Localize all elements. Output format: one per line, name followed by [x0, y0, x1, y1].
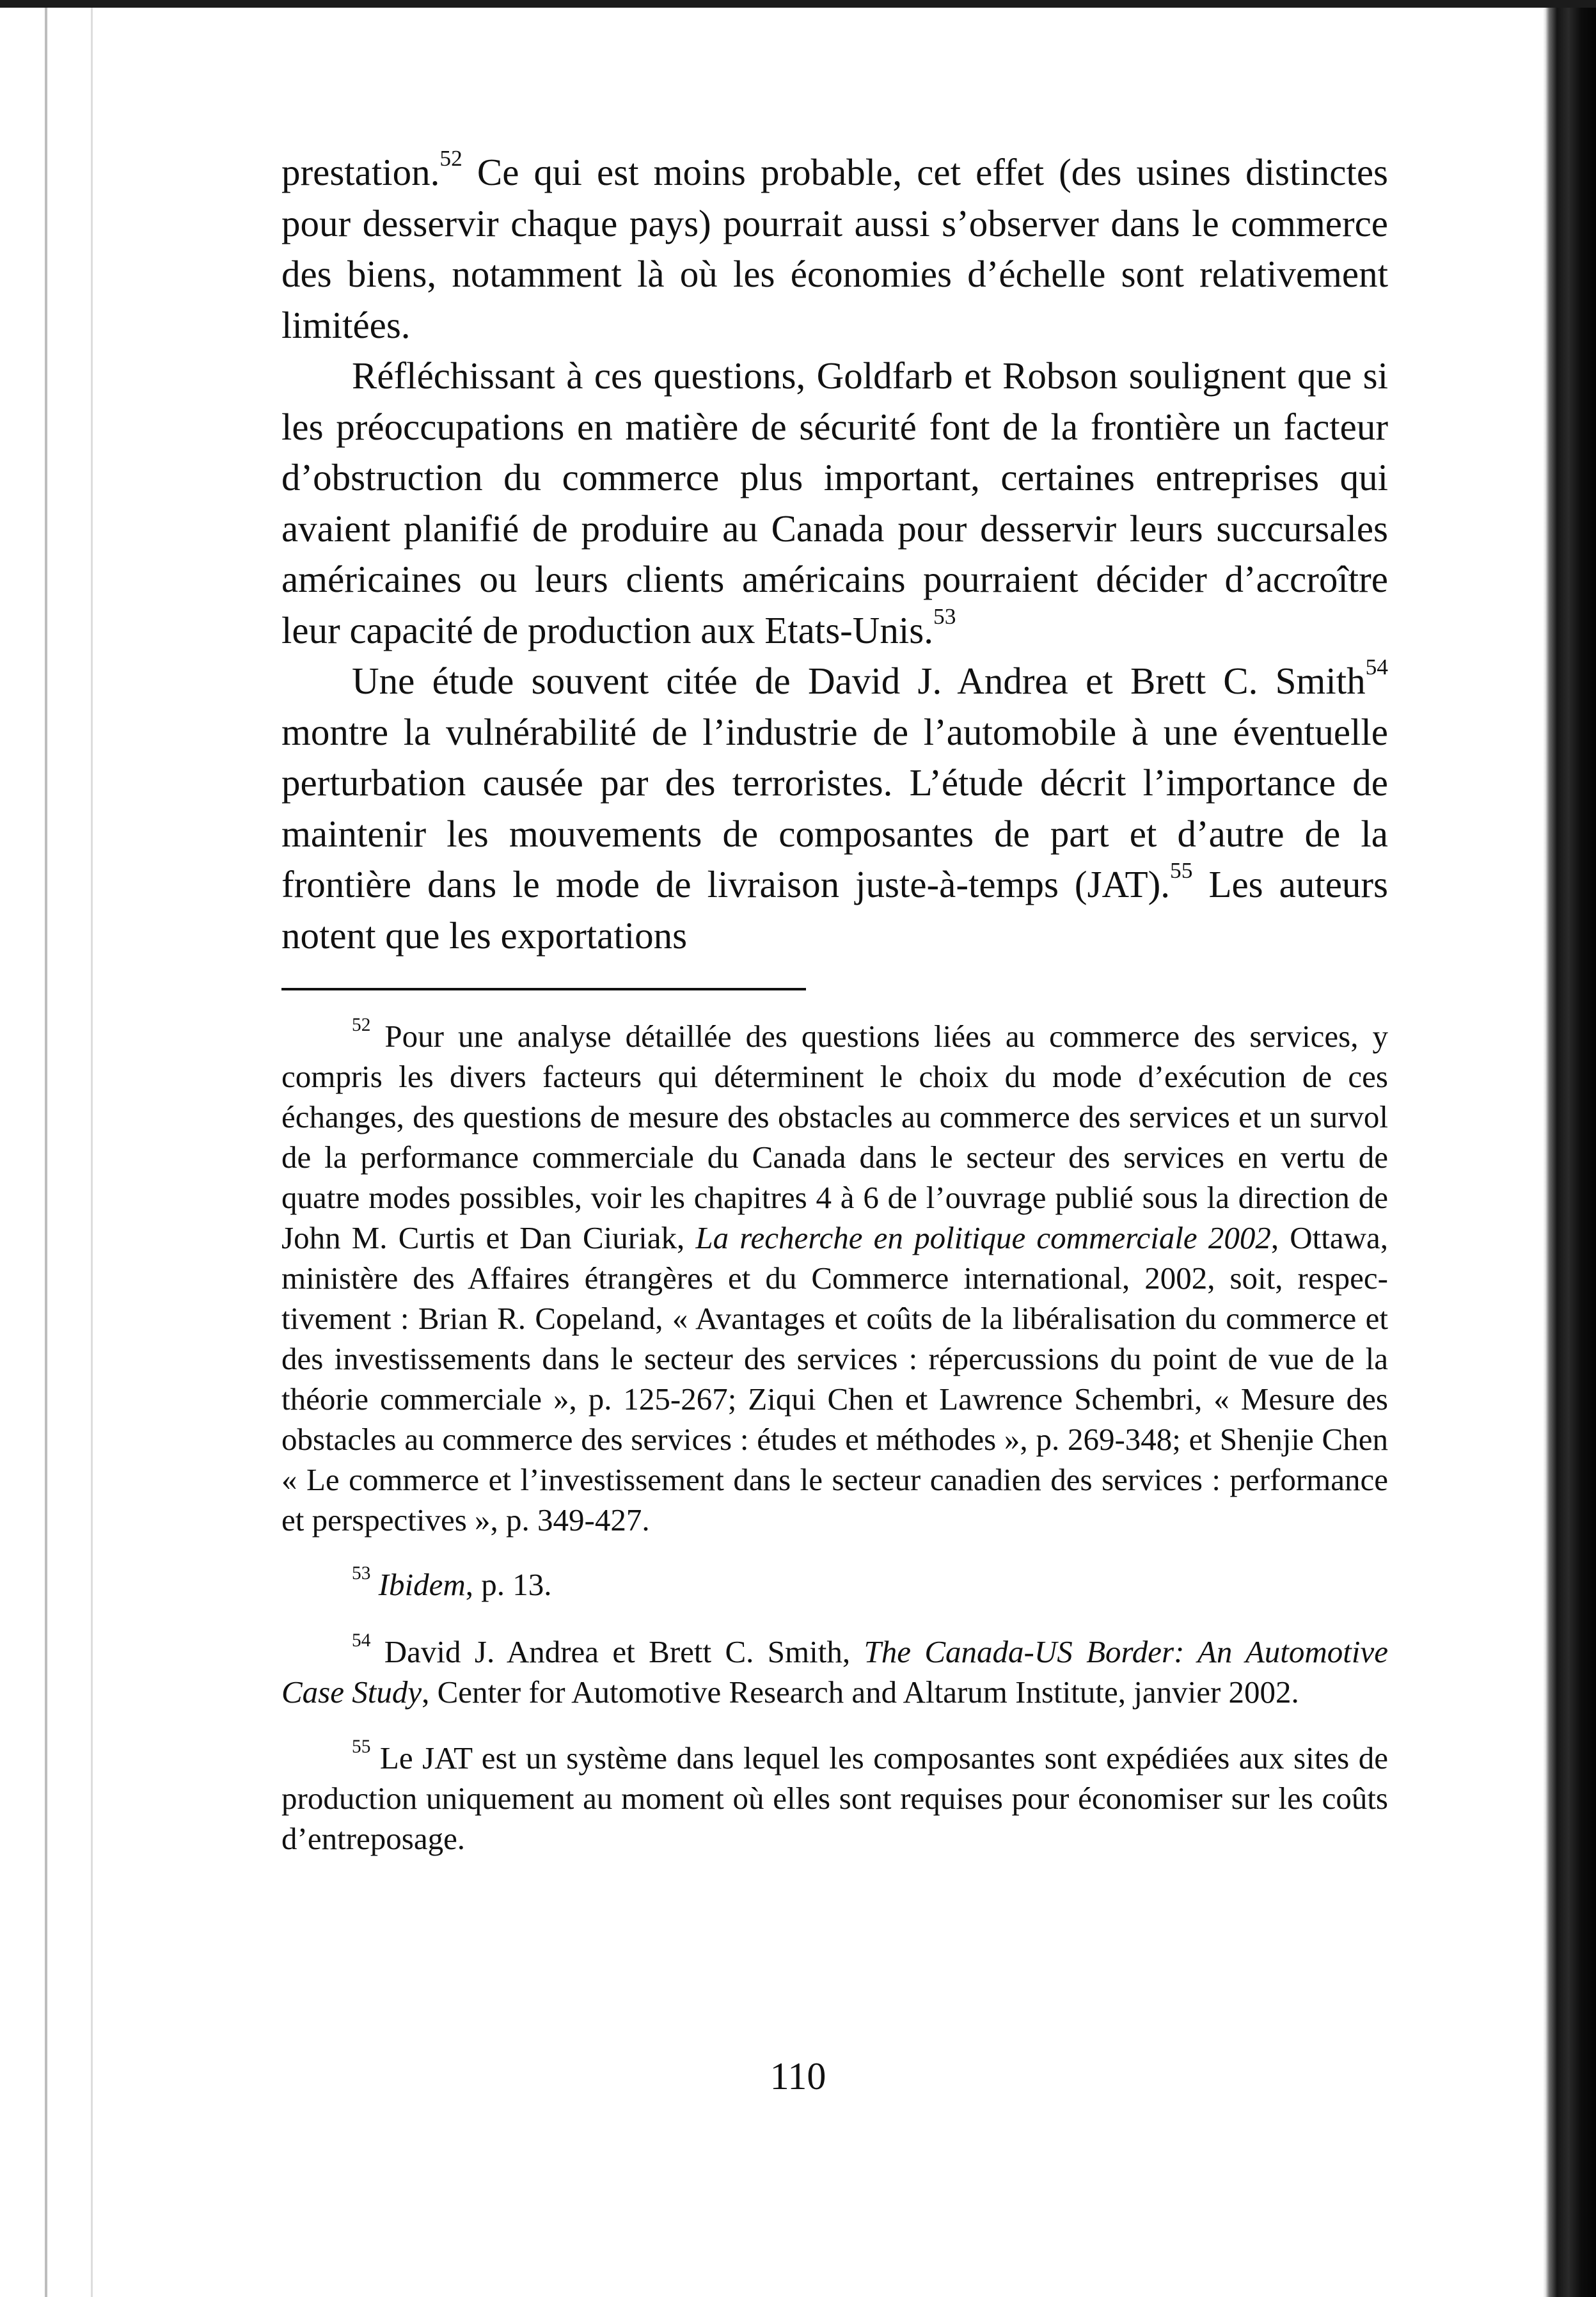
paragraph-1-text: prestation.: [281, 151, 440, 193]
paragraph-2: [281, 351, 1388, 656]
footnote-55-number: 55: [352, 1737, 371, 1758]
paragraph-1-text-cont: Ce qui est moins probable, cet effet (des usines distinctes pour desservir chaque pays) pourrait aussi s’observer dans le commerce des biens, notamment là où les économies d’échelle sont relativement limitées.: [281, 151, 1388, 346]
body-text: [281, 147, 1388, 961]
footnotes: [281, 1016, 1388, 1859]
footnote-52-book-title: La recherche en politique commerciale 2002: [695, 1220, 1271, 1255]
book-binding-edge: [1543, 8, 1596, 2297]
footnote-54: [281, 1632, 1388, 1712]
footnote-54-text: David J. Andrea et Brett C. Smith,: [370, 1634, 864, 1669]
footnote-ref-54: 54: [1365, 653, 1388, 680]
footnote-52-text: Pour une analyse détaillée des questions liées au commerce des services, y compris les divers facteurs qui déterminent le choix du mode d’exécution de ces échanges, des questions de mesure des obstacles au commerce des services et un survol de la performance commerciale du Canada dans le secteur des services en vertu de quatre modes possibles, voir les chapitres 4 à 6 de l’ouvrage publié sous la direction de John M. Curtis et Dan Ciuriak,: [281, 1019, 1388, 1255]
paragraph-3-text-end: Les auteurs notent que les exportations: [281, 863, 1389, 957]
paragraph-3-text: Une étude souvent citée de David J. Andrea et Brett C. Smith: [352, 660, 1366, 702]
page-number: 110: [770, 2055, 826, 2097]
footnote-53-number: 53: [352, 1563, 371, 1584]
scan-top-edge: [0, 0, 1596, 8]
footnote-ref-53: 53: [933, 603, 956, 629]
footnote-54-study-title: The Canada-US Border: An Automotive Case Study: [281, 1634, 1388, 1710]
footnote-52: [281, 1016, 1388, 1540]
footnote-55-text: Le JAT est un système dans lequel les composantes sont expédiées aux sites de production uniquement au moment où elles sont requises pour économiser sur les coûts d’entreposage.: [281, 1740, 1388, 1856]
paragraph-3-text-cont: montre la vulnérabilité de l’industrie de l’automobile à une éventuelle perturbation causée par des terroristes. L’étude décrit l’importance de maintenir les mouvements de composantes de part et d’autre de la frontière dans le mode de livraison juste-à-temps (JAT).: [281, 710, 1388, 905]
footnote-ref-55: 55: [1170, 857, 1193, 883]
page-content: [281, 147, 1388, 1873]
footnote-54-text-cont: , Center for Automotive Research and Altarum Institute, janvier 2002.: [422, 1674, 1299, 1710]
footnote-separator: [281, 988, 806, 990]
footnote-53-text: , p. 13.: [465, 1567, 552, 1602]
paragraph-1: [281, 147, 1388, 351]
paragraph-3: [281, 653, 1389, 961]
footnote-53-space: [370, 1567, 378, 1602]
footnote-55: [281, 1738, 1388, 1859]
footnote-53-ibidem: Ibidem: [378, 1567, 466, 1602]
footnote-52-number: 52: [352, 1015, 371, 1036]
footnote-54-number: 54: [352, 1630, 371, 1651]
footnote-52-text-cont: , Ottawa, ministère des Affaires étrangères et du Commerce international, 2002, soit, respectivement : Brian R. Copeland, « Avantages et coûts de la libéralisation du commerce et des investissements dans le secteur des services : répercussions du point de vue de la théorie commerciale », p. 125-267; Ziqui Chen et Lawrence Schembri, « Mesure des obstacles au commerce des services : études et méthodes », p. 269-348; et Shenjie Chen « Le commerce et l’investissement dans le secteur canadien des services : performance et perspectives », p. 349-427.: [281, 1220, 1388, 1538]
footnote-53: [281, 1564, 1388, 1605]
paragraph-2-text: Réfléchissant à ces questions, Goldfarb et Robson soulignent que si les préoccupations en matière de sécurité font de la frontière un facteur d’obstruction du commerce plus important, certaines entreprises qui avaient planifié de produire au Canada pour desservir leurs succursales américaines ou leurs clients américains pourraient décider d’accroître leur capacité de production aux Etats-Unis.: [281, 354, 1388, 651]
footnote-ref-52: 52: [439, 145, 462, 171]
scan-left-margin-line-faint: [91, 8, 93, 2297]
scan-left-margin-line: [45, 8, 47, 2297]
